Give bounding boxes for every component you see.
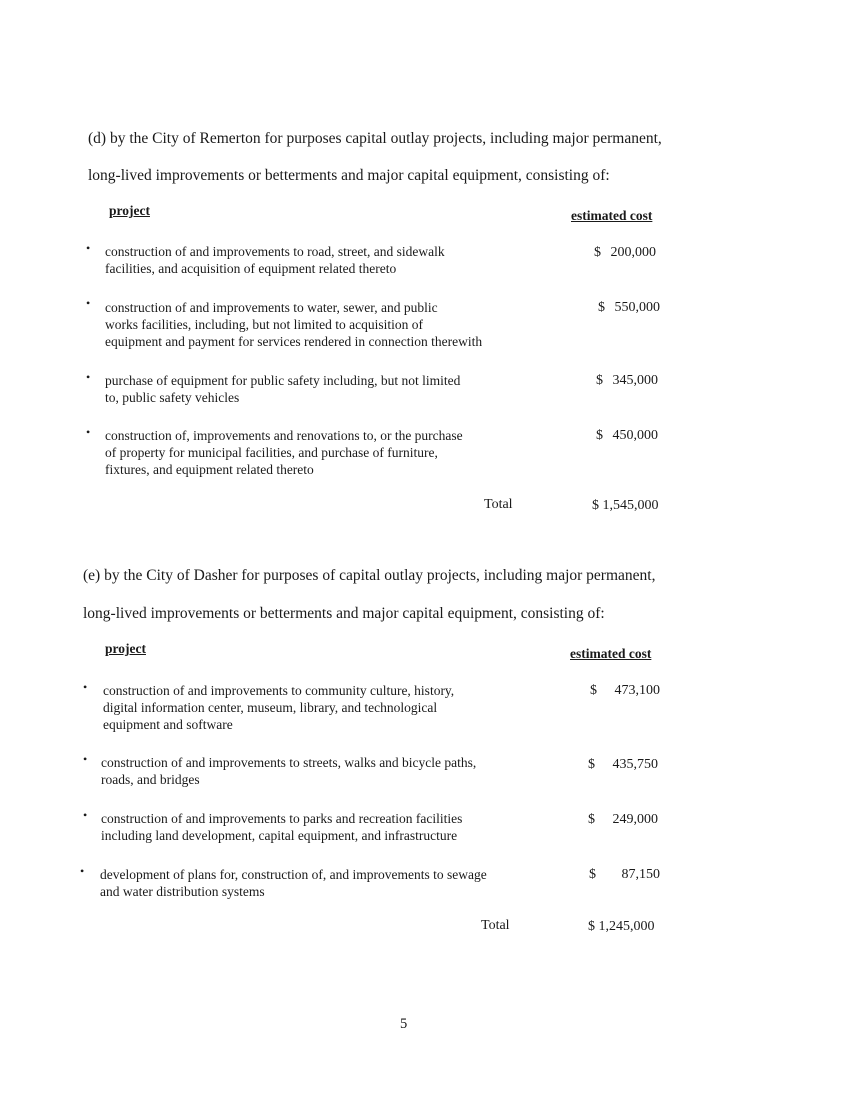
bullet-icon: • [86,370,91,384]
item-line: roads, and bridges [101,772,200,787]
section-e-intro-line1: (e) by the City of Dasher for purposes of capital outlay projects, including major permanent, [83,567,656,584]
section-d-total-label: Total [484,497,513,512]
cost-amount: 249,000 [612,812,658,827]
bullet-icon: • [86,296,91,310]
item-line: of property for municipal facilities, and purchase of furniture, [105,445,438,460]
page-number: 5 [400,1016,408,1032]
section-e-total-label: Total [481,918,510,933]
item-line: including land development, capital equipment, and infrastructure [101,828,458,843]
section-e-cost-header: estimated cost [570,646,652,661]
cost-amount: 550,000 [614,300,660,315]
item-line: construction of and improvements to streets, walks and bicycle paths, [101,755,477,770]
currency-symbol: $ [590,683,597,698]
item-line: construction of and improvements to community culture, history, [103,683,455,698]
section-e-item-2-cost [588,757,658,773]
section-e-item-4-cost [589,867,660,883]
item-line: and water distribution systems [100,884,265,899]
item-line: to, public safety vehicles [105,390,240,405]
cost-amount: 450,000 [612,428,658,443]
section-e-project-header: project [105,641,146,656]
item-line: construction of, improvements and renovations to, or the purchase [105,428,463,443]
cost-amount: 435,750 [612,757,658,772]
item-line: construction of and improvements to water, sewer, and public [105,300,438,315]
currency-symbol: $ [589,867,596,882]
bullet-icon: • [86,425,91,439]
bullet-icon: • [83,680,88,694]
currency-symbol: $ [598,300,605,315]
item-line: purchase of equipment for public safety including, but not limited [105,373,461,388]
section-d-total-value: $ 1,545,000 [592,498,659,513]
currency-symbol: $ [588,757,595,772]
item-line: equipment and payment for services rendered in connection therewith [105,334,483,349]
currency-symbol: $ [594,245,601,260]
item-line: works facilities, including, but not limited to acquisition of [105,317,423,332]
section-e-intro-line2: long-lived improvements or betterments and major capital equipment, consisting of: [83,605,605,622]
section-d-item-1-cost [594,245,656,261]
item-line: equipment and software [103,717,233,732]
section-d-item-1 [105,243,445,277]
section-d-item-3 [105,372,460,406]
section-d-cost-header: estimated cost [571,208,653,223]
section-e-item-3-cost [588,812,658,828]
currency-symbol: $ [596,428,603,443]
section-d-intro-line2: long-lived improvements or betterments and major capital equipment, consisting of: [88,167,610,184]
section-e-item-3 [101,810,462,844]
item-line: fixtures, and equipment related thereto [105,462,314,477]
section-e-item-1-cost [590,683,660,699]
cost-amount: 473,100 [614,683,660,698]
section-d-item-2 [105,299,482,350]
cost-amount: 87,150 [621,867,660,882]
section-e-item-4 [100,866,487,900]
bullet-icon: • [86,241,91,255]
section-e-item-1 [103,682,454,733]
section-e-item-2 [101,754,476,788]
section-d-item-3-cost [596,373,658,389]
item-line: facilities, and acquisition of equipment related thereto [105,261,397,276]
item-line: construction of and improvements to parks and recreation facilities [101,811,463,826]
section-d-intro-line1: (d) by the City of Remerton for purposes capital outlay projects, including major permanent, [88,130,662,147]
currency-symbol: $ [588,812,595,827]
currency-symbol: $ [596,373,603,388]
cost-amount: 200,000 [610,245,656,260]
section-d-item-4 [105,427,463,478]
item-line: construction of and improvements to road, street, and sidewalk [105,244,445,259]
item-line: development of plans for, construction of, and improvements to sewage [100,867,487,882]
section-d-project-header: project [109,203,150,218]
cost-amount: 345,000 [612,373,658,388]
section-d-item-4-cost [596,428,658,444]
bullet-icon: • [80,864,85,878]
section-d-item-2-cost [598,300,660,316]
bullet-icon: • [83,752,88,766]
section-e-total-value: $ 1,245,000 [588,919,655,934]
item-line: digital information center, museum, library, and technological [103,700,438,715]
bullet-icon: • [83,808,88,822]
